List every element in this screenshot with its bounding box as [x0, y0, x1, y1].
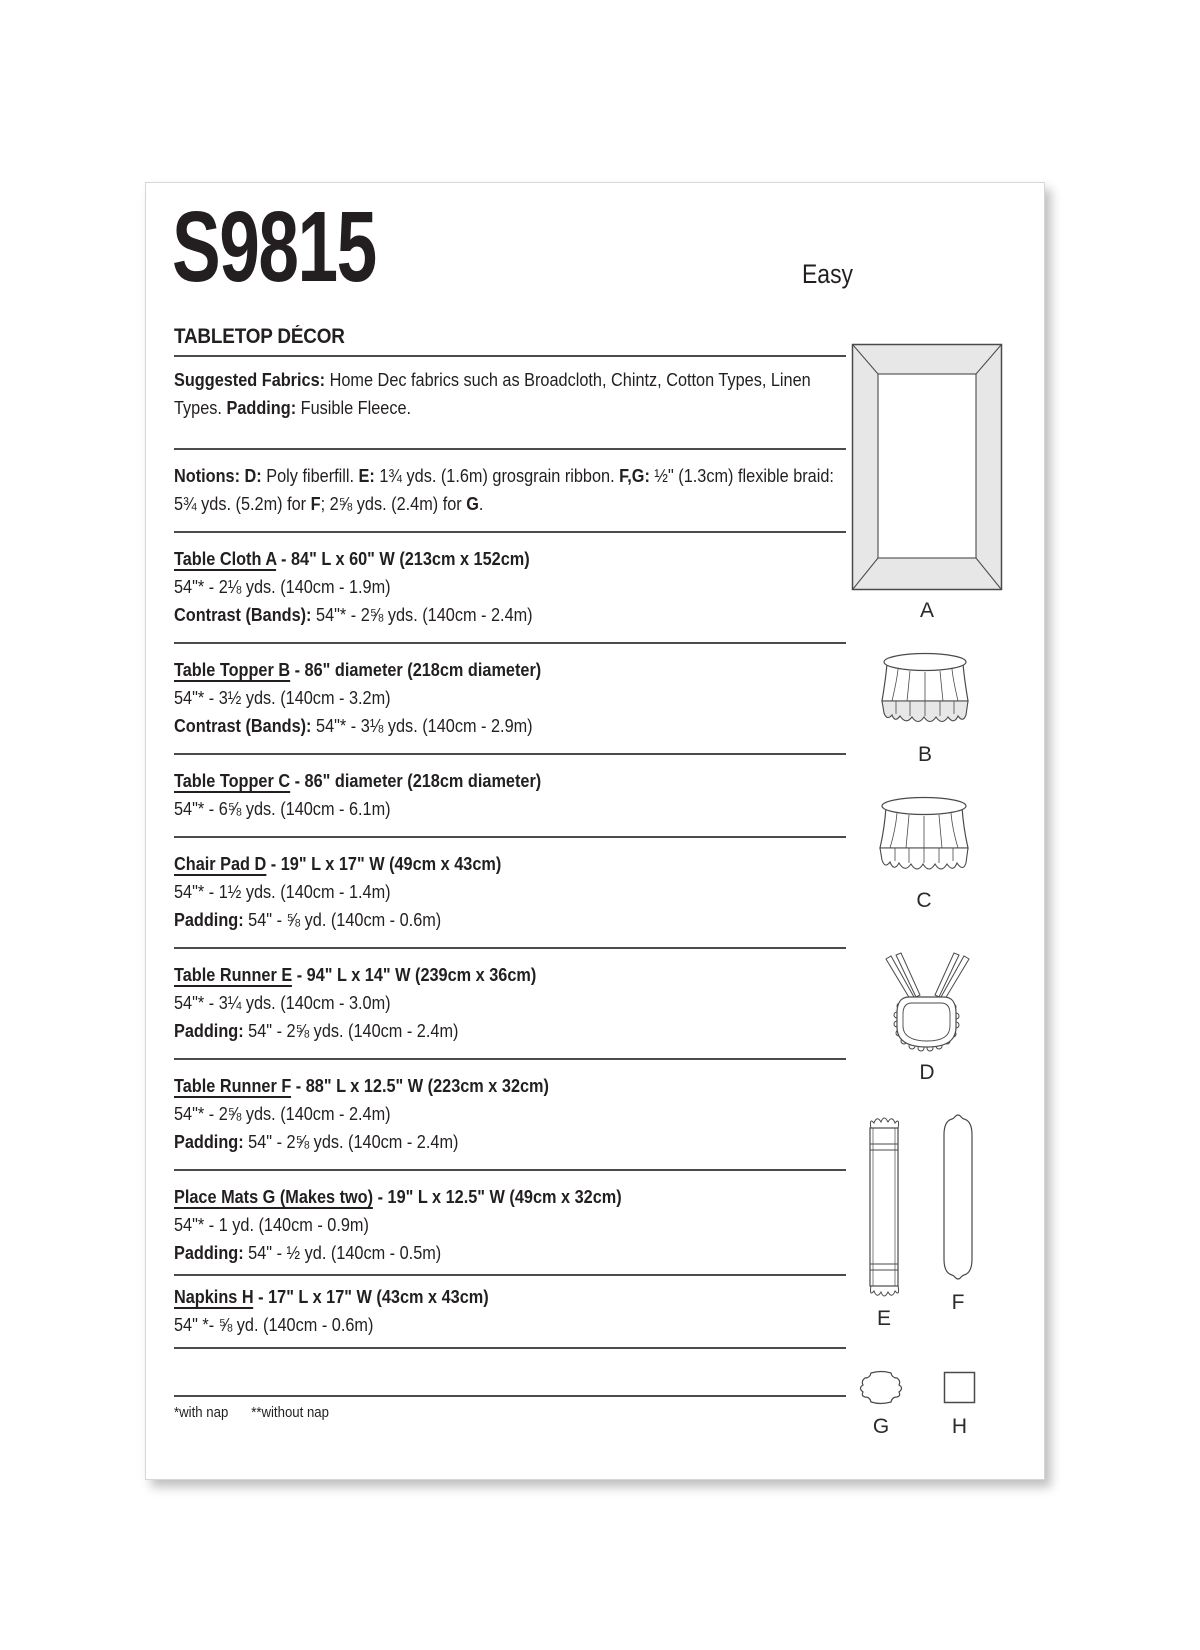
item-dimensions: - 88" L x 12.5" W (223cm x 32cm) [291, 1075, 549, 1096]
illustration-e-ruffled-runner [861, 1111, 907, 1308]
illustration-h-napkin [943, 1371, 976, 1409]
with-nap-note: *with nap [174, 1404, 229, 1421]
section-table-runner-e [174, 947, 846, 1058]
section-notions [174, 448, 846, 531]
illustration-d-chair-pad [879, 951, 975, 1058]
item-heading [174, 545, 765, 573]
item-dimensions: - 86" diameter (218cm diameter) [290, 659, 542, 680]
tablecloth-illustration-icon [851, 343, 1003, 591]
section-table-topper-c [174, 753, 846, 836]
yardage-text-column [174, 325, 846, 1349]
item-name: Chair Pad D [174, 853, 267, 874]
fabrics-line: Suggested Fabrics: Home Dec fabrics such as Broadcloth, Chintz, Cotton Types, Linen [174, 369, 811, 390]
category-title: TABLETOP DÉCOR [174, 325, 345, 348]
yardage-line: 54"* - 1 yd. (140cm - 0.9m) [174, 1214, 369, 1235]
item-dimensions: - 84" L x 60" W (213cm x 152cm) [276, 548, 530, 569]
nap-footnote [174, 1395, 846, 1422]
section-place-mats-g [174, 1169, 846, 1274]
figure-label-h: H [951, 1415, 968, 1438]
table-runner-e-icon [861, 1111, 907, 1303]
chair-pad-icon [879, 951, 975, 1053]
illustration-a-banded-tablecloth [851, 343, 1003, 596]
item-heading [174, 850, 765, 878]
figure-label-f: F [951, 1291, 965, 1314]
item-heading [174, 961, 765, 989]
item-name: Place Mats G (Makes two) [174, 1186, 374, 1207]
yardage-line: Contrast (Bands): 54"* - 2⅝ yds. (140cm - 2.4m) [174, 604, 533, 625]
item-dimensions: - 17" L x 17" W (43cm x 43cm) [253, 1286, 489, 1307]
yardage-line: 54"* - 1½ yds. (140cm - 1.4m) [174, 881, 391, 902]
figure-label-c: C [916, 889, 932, 912]
section-table-runner-f [174, 1058, 846, 1169]
item-name: Table Runner F [174, 1075, 292, 1096]
item-heading [174, 656, 765, 684]
item-dimensions: - 19" L x 12.5" W (49cm x 32cm) [373, 1186, 622, 1207]
item-dimensions: - 94" L x 14" W (239cm x 36cm) [292, 964, 537, 985]
fabrics-line: Types. Padding: Fusible Fleece. [174, 397, 412, 418]
item-dimensions: - 19" L x 17" W (49cm x 43cm) [266, 853, 502, 874]
item-name: Table Cloth A [174, 548, 277, 569]
section-napkins-h [174, 1274, 846, 1349]
yardage-line: Padding: 54" - 2⅝ yds. (140cm - 2.4m) [174, 1020, 459, 1041]
item-heading [174, 767, 765, 795]
footnote-text [174, 1404, 765, 1422]
yardage-line: Contrast (Bands): 54"* - 3⅛ yds. (140cm - 2.9m) [174, 715, 533, 736]
item-heading [174, 1183, 765, 1211]
section-table-cloth-a [174, 531, 846, 642]
suggested-fabrics-paragraph [174, 366, 846, 422]
yardage-line: 54" *- ⅝ yd. (140cm - 0.6m) [174, 1314, 374, 1335]
notions-line: Notions: D: Poly fiberfill. E: 1¾ yds. (1.6m) grosgrain ribbon. F,G: ½" (1.3cm) flexible braid: [174, 465, 834, 486]
figure-label-g: G [872, 1415, 890, 1438]
illustration-g-place-mat [856, 1369, 906, 1412]
yardage-line: 54"* - 3¼ yds. (140cm - 3.0m) [174, 992, 391, 1013]
item-dimensions: - 86" diameter (218cm diameter) [290, 770, 542, 791]
yardage-line: Padding: 54" - ½ yd. (140cm - 0.5m) [174, 1242, 442, 1263]
figure-label-a: A [919, 599, 934, 622]
pattern-number: S9815 [172, 191, 376, 303]
item-name: Table Topper B [174, 659, 291, 680]
difficulty-badge: Easy [802, 259, 854, 289]
yardage-line: 54"* - 3½ yds. (140cm - 3.2m) [174, 687, 391, 708]
figure-label-e: E [876, 1307, 891, 1330]
section-chair-pad-d [174, 836, 846, 947]
item-name: Table Topper C [174, 770, 291, 791]
figure-label-b: B [917, 743, 932, 766]
place-mat-icon [856, 1369, 906, 1407]
yardage-line: 54"* - 2⅝ yds. (140cm - 2.4m) [174, 1103, 391, 1124]
figure-label-d: D [919, 1061, 935, 1084]
without-nap-note: **without nap [251, 1404, 329, 1421]
item-name: Table Runner E [174, 964, 293, 985]
notions-line: 5¾ yds. (5.2m) for F; 2⅝ yds. (2.4m) for G. [174, 493, 484, 514]
illustration-f-shaped-runner [941, 1111, 975, 1288]
table-runner-f-icon [941, 1111, 975, 1283]
item-heading [174, 1283, 765, 1311]
section-table-topper-b [174, 642, 846, 753]
pattern-envelope-back [145, 182, 1045, 1480]
item-name: Napkins H [174, 1286, 254, 1307]
yardage-line: 54"* - 2⅛ yds. (140cm - 1.9m) [174, 576, 391, 597]
napkin-icon [943, 1371, 976, 1404]
category-heading-block [174, 325, 846, 357]
yardage-line: 54"* - 6⅝ yds. (140cm - 6.1m) [174, 798, 391, 819]
table-topper-c-icon [877, 795, 971, 883]
table-topper-b-icon [879, 651, 971, 735]
yardage-line: Padding: 54" - ⅝ yd. (140cm - 0.6m) [174, 909, 442, 930]
illustration-c-round-topper [877, 795, 971, 888]
item-heading [174, 1072, 765, 1100]
yardage-line: Padding: 54" - 2⅝ yds. (140cm - 2.4m) [174, 1131, 459, 1152]
illustration-b-round-topper-contrast [879, 651, 971, 740]
